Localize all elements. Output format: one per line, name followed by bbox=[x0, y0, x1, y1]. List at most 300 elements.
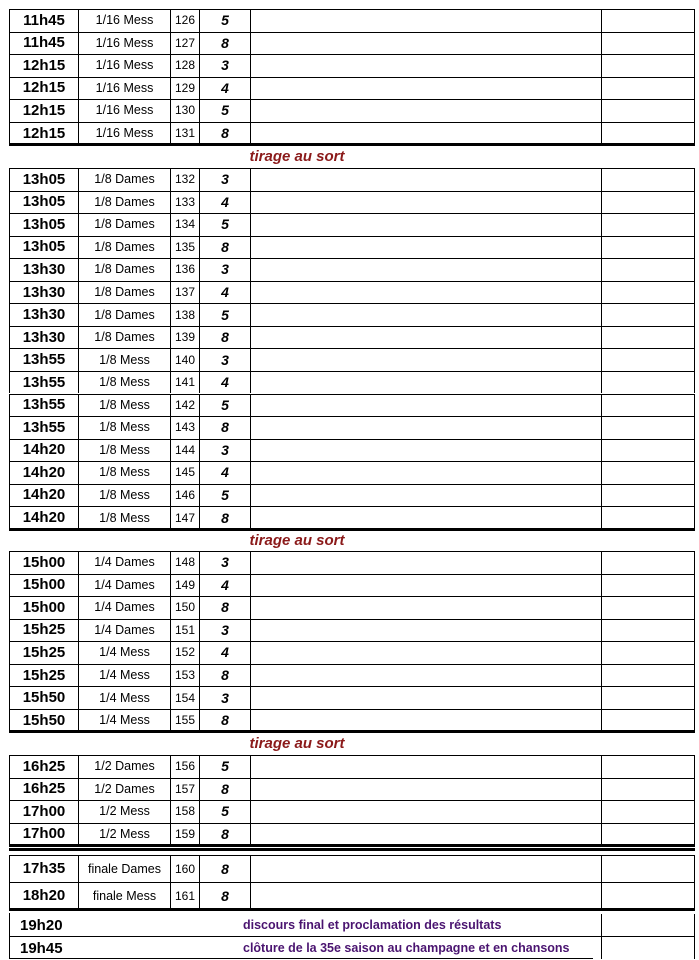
lane-cell: 8 bbox=[199, 122, 250, 145]
thick-rule bbox=[9, 844, 695, 847]
row-rule bbox=[9, 394, 695, 395]
result-cell bbox=[601, 258, 695, 281]
round-cell: 1/8 Mess bbox=[78, 371, 170, 394]
round-cell: 1/2 Dames bbox=[78, 778, 170, 801]
lane-cell: 3 bbox=[199, 54, 250, 77]
table-row bbox=[9, 619, 695, 642]
notes-cell bbox=[250, 551, 601, 574]
time-cell: 13h55 bbox=[9, 394, 78, 417]
match-number-cell: 132 bbox=[170, 168, 199, 191]
lane-cell: 4 bbox=[199, 641, 250, 664]
result-cell bbox=[601, 619, 695, 642]
table-row bbox=[9, 9, 695, 32]
notes-cell bbox=[250, 326, 601, 349]
notes-cell bbox=[250, 371, 601, 394]
match-number-cell: 127 bbox=[170, 32, 199, 55]
time-cell: 13h55 bbox=[9, 416, 78, 439]
table-row bbox=[9, 77, 695, 100]
lane-cell: 4 bbox=[199, 461, 250, 484]
round-cell: finale Dames bbox=[78, 855, 170, 882]
round-cell: 1/2 Mess bbox=[78, 800, 170, 823]
table-row bbox=[9, 326, 695, 349]
thick-rule bbox=[9, 848, 695, 851]
match-number-cell: 142 bbox=[170, 394, 199, 417]
notes-cell bbox=[250, 9, 601, 32]
table-row bbox=[9, 348, 695, 371]
row-rule bbox=[9, 99, 695, 100]
result-cell bbox=[601, 416, 695, 439]
notes-cell bbox=[250, 168, 601, 191]
result-cell bbox=[601, 855, 695, 882]
time-cell: 18h20 bbox=[9, 882, 78, 909]
lane-cell: 8 bbox=[199, 32, 250, 55]
time-cell: 13h05 bbox=[9, 213, 78, 236]
round-cell: 1/4 Dames bbox=[78, 596, 170, 619]
notes-cell bbox=[250, 77, 601, 100]
time-cell: 13h05 bbox=[9, 236, 78, 259]
lane-cell: 8 bbox=[199, 416, 250, 439]
match-number-cell: 160 bbox=[170, 855, 199, 882]
notes-cell bbox=[250, 461, 601, 484]
notes-cell bbox=[250, 686, 601, 709]
result-cell bbox=[601, 99, 695, 122]
table-row bbox=[9, 574, 695, 597]
table-row bbox=[9, 596, 695, 619]
row-rule bbox=[9, 882, 695, 883]
notes-cell bbox=[250, 99, 601, 122]
match-number-cell: 129 bbox=[170, 77, 199, 100]
result-cell bbox=[601, 882, 695, 909]
row-rule bbox=[9, 551, 695, 552]
time-cell: 12h15 bbox=[9, 54, 78, 77]
time-cell: 15h25 bbox=[9, 619, 78, 642]
time-cell: 13h30 bbox=[9, 281, 78, 304]
match-number-cell: 134 bbox=[170, 213, 199, 236]
round-cell: 1/4 Dames bbox=[78, 619, 170, 642]
lane-cell: 3 bbox=[199, 439, 250, 462]
table-row bbox=[9, 168, 695, 191]
round-cell: 1/8 Mess bbox=[78, 416, 170, 439]
row-rule bbox=[9, 709, 695, 710]
row-rule bbox=[9, 348, 695, 349]
result-cell bbox=[601, 32, 695, 55]
result-cell bbox=[601, 800, 695, 823]
lane-cell: 8 bbox=[199, 236, 250, 259]
result-cell bbox=[601, 168, 695, 191]
time-cell: 12h15 bbox=[9, 122, 78, 145]
row-rule bbox=[9, 461, 695, 462]
round-cell: 1/16 Mess bbox=[78, 54, 170, 77]
lane-cell: 8 bbox=[199, 506, 250, 529]
round-cell: 1/8 Dames bbox=[78, 236, 170, 259]
row-rule bbox=[9, 574, 695, 575]
time-cell: 17h35 bbox=[9, 855, 78, 882]
result-cell bbox=[601, 303, 695, 326]
time-cell: 16h25 bbox=[9, 755, 78, 778]
match-number-cell: 139 bbox=[170, 326, 199, 349]
notes-cell bbox=[250, 54, 601, 77]
result-cell bbox=[601, 348, 695, 371]
lane-cell: 8 bbox=[199, 709, 250, 732]
match-number-cell: 141 bbox=[170, 371, 199, 394]
match-number-cell: 131 bbox=[170, 122, 199, 145]
table-row bbox=[9, 484, 695, 507]
table-row bbox=[9, 258, 695, 281]
result-cell bbox=[601, 596, 695, 619]
lane-cell: 3 bbox=[199, 619, 250, 642]
time-cell: 13h30 bbox=[9, 326, 78, 349]
table-row bbox=[9, 664, 695, 687]
row-rule bbox=[9, 32, 695, 33]
notes-cell bbox=[250, 394, 601, 417]
row-rule bbox=[9, 258, 695, 259]
result-cell bbox=[601, 191, 695, 214]
round-cell: 1/4 Mess bbox=[78, 664, 170, 687]
time-cell: 15h50 bbox=[9, 686, 78, 709]
notes-cell bbox=[250, 641, 601, 664]
lane-cell: 8 bbox=[199, 596, 250, 619]
notes-cell bbox=[250, 484, 601, 507]
notes-cell bbox=[250, 416, 601, 439]
lane-cell: 5 bbox=[199, 755, 250, 778]
round-cell: 1/8 Dames bbox=[78, 168, 170, 191]
lane-cell: 5 bbox=[199, 99, 250, 122]
time-cell: 16h25 bbox=[9, 778, 78, 801]
match-number-cell: 153 bbox=[170, 664, 199, 687]
row-rule bbox=[9, 664, 695, 665]
table-row bbox=[9, 709, 695, 732]
time-cell: 15h00 bbox=[9, 574, 78, 597]
round-cell: 1/4 Mess bbox=[78, 641, 170, 664]
notes-cell bbox=[250, 348, 601, 371]
table-row bbox=[9, 213, 695, 236]
lane-cell: 3 bbox=[199, 551, 250, 574]
round-cell: 1/8 Dames bbox=[78, 191, 170, 214]
lane-cell: 4 bbox=[199, 191, 250, 214]
time-cell: 13h30 bbox=[9, 258, 78, 281]
result-cell bbox=[601, 551, 695, 574]
round-cell: 1/2 Dames bbox=[78, 755, 170, 778]
result-cell bbox=[601, 506, 695, 529]
result-cell bbox=[601, 122, 695, 145]
round-cell: 1/16 Mess bbox=[78, 77, 170, 100]
row-rule bbox=[9, 281, 695, 282]
round-cell: 1/8 Mess bbox=[78, 439, 170, 462]
notes-cell bbox=[250, 755, 601, 778]
table-row bbox=[9, 461, 695, 484]
time-cell: 15h00 bbox=[9, 596, 78, 619]
round-cell: 1/8 Dames bbox=[78, 326, 170, 349]
row-rule bbox=[9, 303, 695, 304]
time-cell: 13h55 bbox=[9, 348, 78, 371]
round-cell: 1/8 Dames bbox=[78, 303, 170, 326]
lane-cell: 5 bbox=[199, 800, 250, 823]
closing-text: clôture de la 35e saison au champagne et en chansons bbox=[243, 941, 570, 955]
result-cell bbox=[601, 371, 695, 394]
table-row bbox=[9, 551, 695, 574]
lane-cell: 5 bbox=[199, 394, 250, 417]
lane-cell: 8 bbox=[199, 778, 250, 801]
round-cell: 1/4 Dames bbox=[78, 574, 170, 597]
lane-cell: 3 bbox=[199, 168, 250, 191]
result-cell bbox=[601, 461, 695, 484]
lane-cell: 8 bbox=[199, 882, 250, 909]
closing-text: discours final et proclamation des résultats bbox=[243, 918, 502, 932]
table-row bbox=[9, 54, 695, 77]
notes-cell bbox=[250, 213, 601, 236]
time-cell: 12h15 bbox=[9, 77, 78, 100]
lane-cell: 4 bbox=[199, 77, 250, 100]
notes-cell bbox=[250, 855, 601, 882]
table-row bbox=[9, 32, 695, 55]
table-row bbox=[9, 778, 695, 801]
row-rule bbox=[9, 168, 695, 169]
notes-cell bbox=[250, 800, 601, 823]
row-rule bbox=[9, 484, 695, 485]
table-row bbox=[9, 686, 695, 709]
table-row bbox=[9, 416, 695, 439]
result-cell bbox=[601, 914, 695, 936]
match-number-cell: 151 bbox=[170, 619, 199, 642]
round-cell: 1/8 Mess bbox=[78, 461, 170, 484]
row-rule bbox=[9, 236, 695, 237]
result-cell bbox=[601, 755, 695, 778]
thick-rule bbox=[9, 528, 695, 531]
lane-cell: 3 bbox=[199, 348, 250, 371]
row-rule bbox=[9, 54, 695, 55]
thick-rule bbox=[9, 730, 695, 733]
round-cell: 1/4 Dames bbox=[78, 551, 170, 574]
table-row bbox=[9, 371, 695, 394]
table-row bbox=[9, 394, 695, 417]
draw-separator-label: tirage au sort bbox=[249, 148, 345, 165]
row-rule bbox=[9, 823, 695, 824]
lane-cell: 8 bbox=[199, 855, 250, 882]
row-rule bbox=[9, 77, 695, 78]
result-cell bbox=[601, 236, 695, 259]
notes-cell bbox=[250, 574, 601, 597]
table-row bbox=[9, 281, 695, 304]
table-row bbox=[9, 882, 695, 909]
match-number-cell: 136 bbox=[170, 258, 199, 281]
time-cell: 11h45 bbox=[9, 9, 78, 32]
row-rule bbox=[9, 122, 695, 123]
result-cell bbox=[601, 281, 695, 304]
lane-cell: 5 bbox=[199, 213, 250, 236]
result-cell bbox=[601, 574, 695, 597]
time-cell: 12h15 bbox=[9, 99, 78, 122]
table-row bbox=[9, 191, 695, 214]
time-cell: 14h20 bbox=[9, 506, 78, 529]
row-rule bbox=[9, 213, 695, 214]
row-rule bbox=[9, 439, 695, 440]
match-number-cell: 150 bbox=[170, 596, 199, 619]
notes-cell bbox=[250, 191, 601, 214]
time-cell: 15h50 bbox=[9, 709, 78, 732]
thick-rule bbox=[9, 143, 695, 146]
lane-cell: 3 bbox=[199, 258, 250, 281]
time-cell: 13h05 bbox=[9, 168, 78, 191]
result-cell bbox=[601, 77, 695, 100]
table-row bbox=[9, 755, 695, 778]
table-row bbox=[9, 303, 695, 326]
match-number-cell: 138 bbox=[170, 303, 199, 326]
match-number-cell: 137 bbox=[170, 281, 199, 304]
match-number-cell: 155 bbox=[170, 709, 199, 732]
time-cell: 13h55 bbox=[9, 371, 78, 394]
match-number-cell: 158 bbox=[170, 800, 199, 823]
lane-cell: 4 bbox=[199, 371, 250, 394]
row-rule bbox=[9, 755, 695, 756]
round-cell: 1/8 Dames bbox=[78, 258, 170, 281]
time-cell: 15h25 bbox=[9, 664, 78, 687]
result-cell bbox=[601, 439, 695, 462]
match-number-cell: 156 bbox=[170, 755, 199, 778]
lane-cell: 8 bbox=[199, 326, 250, 349]
time-cell: 17h00 bbox=[9, 823, 78, 846]
notes-cell bbox=[250, 258, 601, 281]
table-row bbox=[9, 855, 695, 882]
result-cell bbox=[601, 9, 695, 32]
result-cell bbox=[601, 394, 695, 417]
lane-cell: 5 bbox=[199, 484, 250, 507]
match-number-cell: 143 bbox=[170, 416, 199, 439]
table-row bbox=[9, 236, 695, 259]
match-number-cell: 145 bbox=[170, 461, 199, 484]
result-cell bbox=[601, 54, 695, 77]
row-rule bbox=[9, 936, 695, 937]
result-cell bbox=[601, 484, 695, 507]
match-number-cell: 140 bbox=[170, 348, 199, 371]
round-cell: finale Mess bbox=[78, 882, 170, 909]
table-row bbox=[9, 823, 695, 846]
notes-cell bbox=[250, 32, 601, 55]
match-number-cell: 152 bbox=[170, 641, 199, 664]
round-cell: 1/8 Mess bbox=[78, 394, 170, 417]
round-cell: 1/8 Mess bbox=[78, 506, 170, 529]
table-row bbox=[9, 641, 695, 664]
match-number-cell: 147 bbox=[170, 506, 199, 529]
result-cell bbox=[601, 778, 695, 801]
row-rule bbox=[9, 9, 695, 10]
notes-cell bbox=[250, 664, 601, 687]
result-cell bbox=[601, 326, 695, 349]
match-number-cell: 135 bbox=[170, 236, 199, 259]
table-row bbox=[9, 506, 695, 529]
time-cell: 13h05 bbox=[9, 191, 78, 214]
row-rule bbox=[9, 191, 695, 192]
notes-cell bbox=[250, 236, 601, 259]
notes-cell bbox=[250, 122, 601, 145]
round-cell: 1/4 Mess bbox=[78, 709, 170, 732]
match-number-cell: 126 bbox=[170, 9, 199, 32]
row-rule bbox=[9, 371, 695, 372]
match-number-cell: 148 bbox=[170, 551, 199, 574]
draw-separator-label: tirage au sort bbox=[249, 532, 345, 549]
match-number-cell: 149 bbox=[170, 574, 199, 597]
table-row bbox=[9, 99, 695, 122]
match-number-cell: 133 bbox=[170, 191, 199, 214]
row-rule bbox=[9, 686, 695, 687]
row-rule bbox=[9, 596, 695, 597]
result-cell bbox=[601, 664, 695, 687]
lane-cell: 5 bbox=[199, 303, 250, 326]
match-number-cell: 130 bbox=[170, 99, 199, 122]
notes-cell bbox=[250, 709, 601, 732]
row-rule bbox=[9, 326, 695, 327]
notes-cell bbox=[250, 778, 601, 801]
match-number-cell: 144 bbox=[170, 439, 199, 462]
result-cell bbox=[601, 213, 695, 236]
round-cell: 1/8 Mess bbox=[78, 348, 170, 371]
time-cell: 17h00 bbox=[9, 800, 78, 823]
lane-cell: 8 bbox=[199, 664, 250, 687]
result-cell bbox=[601, 823, 695, 846]
result-cell bbox=[601, 937, 695, 959]
lane-cell: 4 bbox=[199, 574, 250, 597]
match-number-cell: 154 bbox=[170, 686, 199, 709]
table-row bbox=[9, 800, 695, 823]
notes-cell bbox=[250, 596, 601, 619]
round-cell: 1/16 Mess bbox=[78, 99, 170, 122]
row-rule bbox=[9, 641, 695, 642]
result-cell bbox=[601, 709, 695, 732]
table-row bbox=[9, 439, 695, 462]
round-cell: 1/8 Mess bbox=[78, 484, 170, 507]
lane-cell: 5 bbox=[199, 9, 250, 32]
row-rule bbox=[9, 619, 695, 620]
match-number-cell: 157 bbox=[170, 778, 199, 801]
round-cell: 1/16 Mess bbox=[78, 9, 170, 32]
result-cell bbox=[601, 686, 695, 709]
time-cell: 15h25 bbox=[9, 641, 78, 664]
time-cell: 19h20 bbox=[9, 914, 78, 936]
match-number-cell: 128 bbox=[170, 54, 199, 77]
lane-cell: 8 bbox=[199, 823, 250, 846]
time-cell: 14h20 bbox=[9, 484, 78, 507]
lane-cell: 3 bbox=[199, 686, 250, 709]
round-cell: 1/8 Dames bbox=[78, 281, 170, 304]
round-cell: 1/4 Mess bbox=[78, 686, 170, 709]
time-cell: 13h30 bbox=[9, 303, 78, 326]
time-cell: 11h45 bbox=[9, 32, 78, 55]
match-number-cell: 161 bbox=[170, 882, 199, 909]
match-number-cell: 159 bbox=[170, 823, 199, 846]
round-cell: 1/2 Mess bbox=[78, 823, 170, 846]
notes-cell bbox=[250, 619, 601, 642]
notes-cell bbox=[250, 303, 601, 326]
round-cell: 1/16 Mess bbox=[78, 122, 170, 145]
notes-cell bbox=[250, 823, 601, 846]
result-cell bbox=[601, 641, 695, 664]
lane-cell: 4 bbox=[199, 281, 250, 304]
round-cell: 1/16 Mess bbox=[78, 32, 170, 55]
notes-cell bbox=[250, 281, 601, 304]
row-rule bbox=[9, 778, 695, 779]
row-rule bbox=[9, 416, 695, 417]
row-rule bbox=[9, 855, 695, 856]
time-cell: 19h45 bbox=[9, 937, 78, 959]
row-rule bbox=[9, 800, 695, 801]
draw-separator-label: tirage au sort bbox=[249, 735, 345, 752]
match-number-cell: 146 bbox=[170, 484, 199, 507]
thick-rule bbox=[9, 908, 695, 911]
notes-cell bbox=[250, 882, 601, 909]
table-row bbox=[9, 122, 695, 145]
notes-cell bbox=[250, 506, 601, 529]
round-cell: 1/8 Dames bbox=[78, 213, 170, 236]
time-cell: 15h00 bbox=[9, 551, 78, 574]
